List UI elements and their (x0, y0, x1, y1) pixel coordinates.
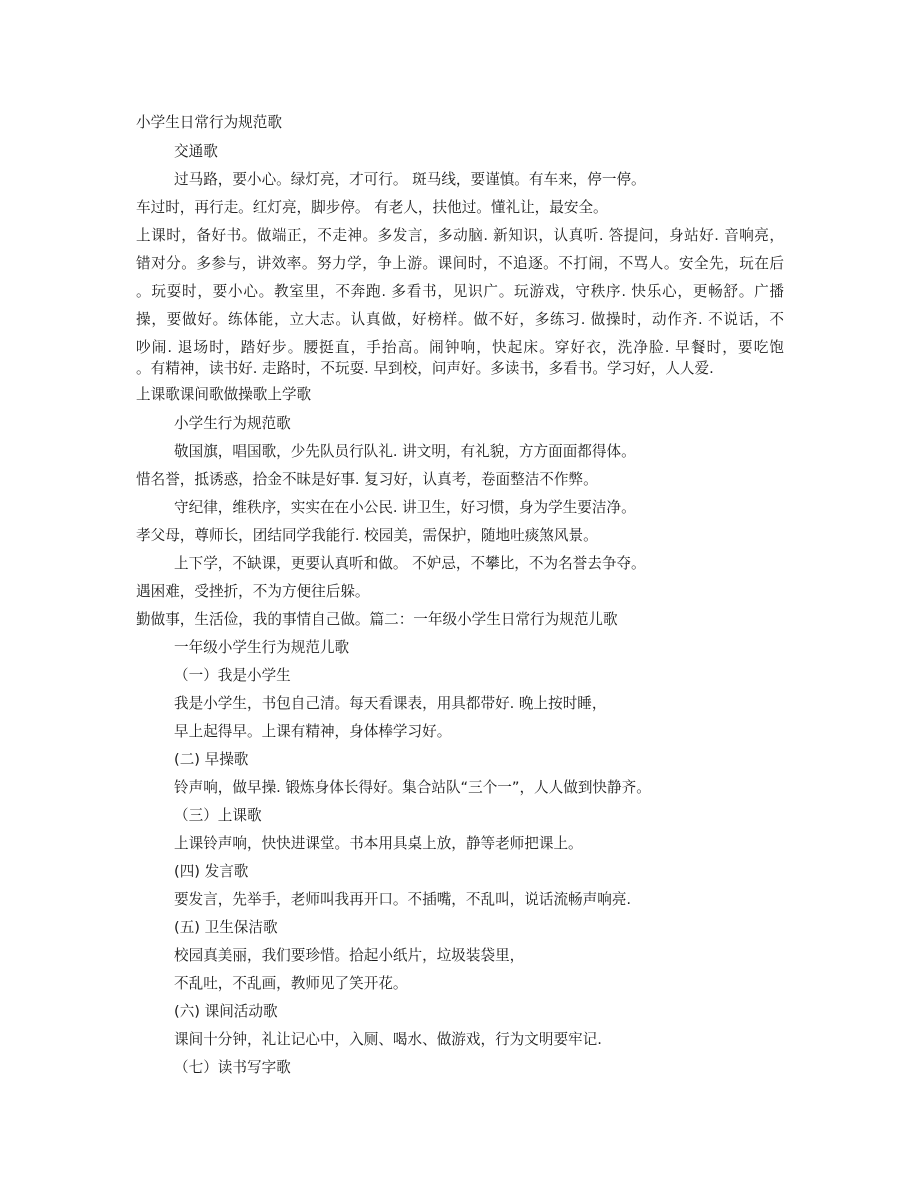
text-line: 。有精神，读书好. 走路时，不玩耍. 早到校，问声好。多读书，多看书。学习好，人人爱. (136, 360, 714, 377)
text-line: 惜名誉，抵诱惑，拾金不昧是好事. 复习好，认真考，卷面整洁不作弊。 (136, 471, 598, 488)
text-line: 校园真美丽，我们要珍惜。拾起小纸片，垃圾装袋里， (174, 947, 525, 964)
subsection-heading: （七）读书写字歌 (174, 1059, 291, 1076)
text-line: 上下学，不缺课，更要认真听和做。 不妒忌，不攀比，不为名誉去争夺。 (174, 555, 646, 572)
text-line: 孝父母，尊师长，团结同学我能行. 校园美，需保护，随地吐痰煞风景。 (136, 527, 598, 544)
text-line: 过马路，要小心。绿灯亮，才可行。 斑马线，要谨慎。有车来，停一停。 (174, 171, 646, 188)
text-line: 我是小学生，书包自己清。每天看课表，用具都带好. 晚上按时睡， (174, 695, 607, 712)
document-title: 小学生日常行为规范歌 (136, 114, 282, 131)
text-line: 。玩耍时，要小心。教室里，不奔跑. 多看书，见识广。玩游戏，守秩序. 快乐心，更畅舒。广播 (136, 283, 784, 300)
text-line: 铃声响，做早操. 锻炼身体长得好。集合站队“三个一”，人人做到快静齐。 (174, 779, 651, 796)
section-heading: 交通歌 (174, 143, 218, 160)
section-heading: 上课歌课间歌做操歌上学歌 (136, 386, 312, 403)
text-line: 早上起得早。上课有精神，身体棒学习好。 (174, 723, 452, 740)
text-line: 错对分。多参与，讲效率。努力学，争上游。课间时，不追逐。不打闹，不骂人。安全先，玩在后 (136, 255, 784, 272)
text-line: 操，要做好。练体能，立大志。认真做，好榜样。做不好，多练习. 做操时，动作齐. 不说话，不 (136, 311, 784, 328)
text-line: 敬国旗，唱国歌，少先队员行队礼. 讲文明，有礼貌，方方面面都得体。 (174, 443, 636, 460)
text-line: 车过时，再行走。红灯亮，脚步停。 有老人，扶他过。懂礼让，最安全。 (136, 199, 608, 216)
text-line: 不乱吐，不乱画，教师见了笑开花。 (174, 975, 408, 992)
text-line: 课间十分钟，礼让记心中，入厕、喝水、做游戏，行为文明要牢记. (174, 1031, 602, 1048)
subsection-heading: (五) 卫生保洁歌 (174, 919, 278, 936)
subsection-heading: （一）我是小学生 (174, 667, 291, 684)
text-line: 守纪律，维秩序，实实在在小公民. 讲卫生，好习惯，身为学生要洁净。 (174, 499, 636, 516)
text-line: 上课时，备好书。做端正，不走神。多发言，多动脑. 新知识，认真听. 答提问，身站好. 音响亮， (136, 227, 784, 244)
text-line: 要发言，先举手，老师叫我再开口。不插嘴，不乱叫，说话流畅声响亮. (174, 891, 632, 908)
section-heading: 一年级小学生行为规范儿歌 (174, 639, 350, 656)
subsection-heading: (六) 课间活动歌 (174, 1003, 278, 1020)
text-line: 勤做事，生活俭，我的事情自己做。篇二：一年级小学生日常行为规范儿歌 (136, 611, 618, 628)
subsection-heading: (四) 发言歌 (174, 863, 249, 880)
text-line: 上课铃声响，快快进课堂。书本用具桌上放，静等老师把课上。 (174, 835, 583, 852)
section-heading: 小学生行为规范歌 (174, 415, 291, 432)
subsection-heading: (二) 早操歌 (174, 751, 249, 768)
text-line: 吵闹. 退场时，踏好步。腰挺直，手抬高。闹钟响，快起床。穿好衣，洗净脸. 早餐时，要吃饱 (136, 339, 784, 356)
subsection-heading: （三）上课歌 (174, 807, 262, 824)
text-line: 遇困难，受挫折，不为方便往后躲。 (136, 583, 370, 600)
